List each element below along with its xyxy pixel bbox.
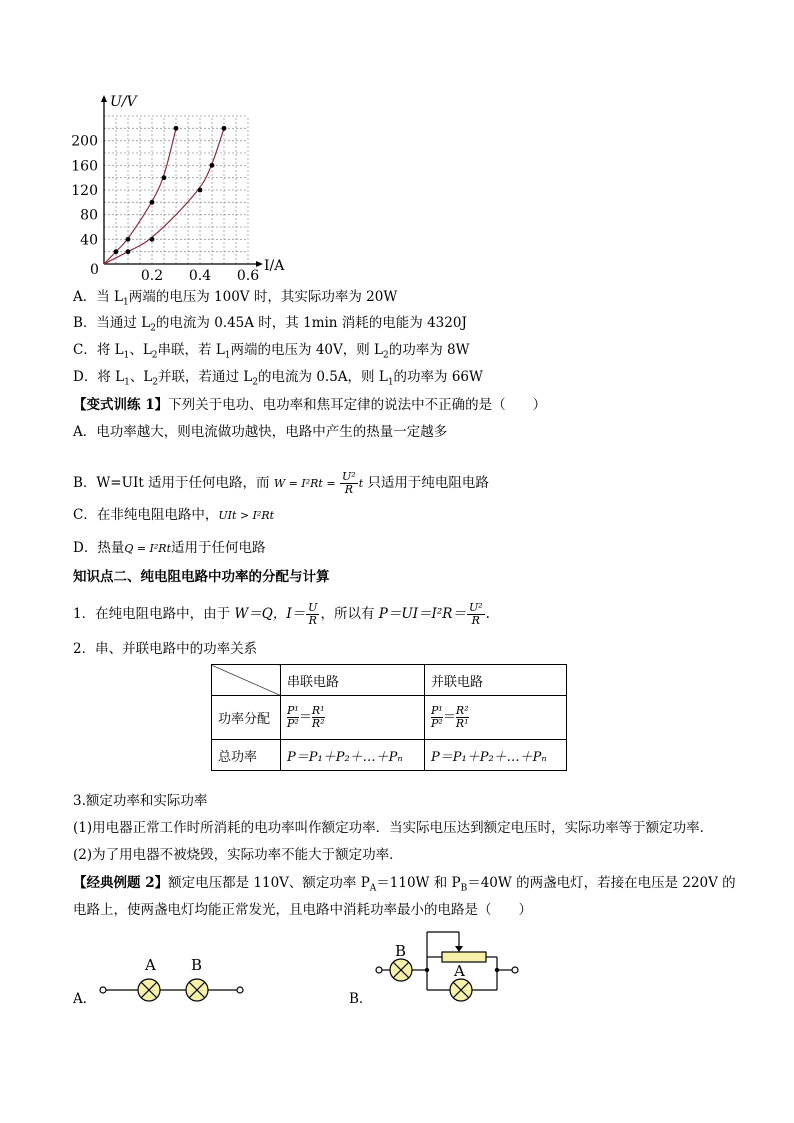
section2-p2: 2．串、并联电路中的功率关系 bbox=[73, 641, 258, 657]
data-point-L1 bbox=[114, 249, 119, 254]
lamp-b-label: B bbox=[395, 942, 407, 960]
data-point-L1 bbox=[126, 237, 131, 242]
data-point-L1 bbox=[150, 200, 155, 205]
variant1-option-b: B．W=UIt 适用于任何电路，而 W = I²Rt = $\frac{\text{U²}}{R}$ t 只适用于纯电阻电路 bbox=[73, 470, 489, 496]
data-point-L1 bbox=[174, 126, 179, 131]
lamp-a-icon bbox=[450, 979, 472, 1001]
table-cell-parallel-total: P＝P₁＋P₂＋…＋Pₙ bbox=[425, 740, 567, 771]
table-cell-series-distribution: $\frac{\text{P¹}}{\text{P²}}$ ＝ $\frac{\text{R¹}}{\text{R²}}$ bbox=[281, 696, 425, 740]
terminal-left bbox=[100, 987, 106, 993]
section3-p1: (1)用电器正常工作时所消耗的电功率叫作额定功率．当实际电压达到额定电压时，实际功率等于额定功率． bbox=[73, 820, 714, 836]
y-tick-labels bbox=[71, 134, 98, 249]
circuit-b-diagram bbox=[372, 924, 532, 1004]
y-axis-label: U/V bbox=[110, 94, 137, 110]
example2-line2: 电路上，使两盏电灯均能正常发光，且电路中消耗功率最小的电路是（ ） bbox=[73, 902, 532, 918]
option-d: D．将 $L_1$、$L_2$并联，若通过 $L_2$的电流为 0.5A，则 $L_1$的功率为 66W bbox=[73, 369, 483, 388]
table-row-label-distribution: 功率分配 bbox=[212, 696, 281, 740]
y-axis-arrow bbox=[101, 95, 107, 102]
data-point-L2 bbox=[198, 188, 203, 193]
data-point-L2 bbox=[210, 163, 215, 168]
section3-p2: (2)为了用电器不被烧毁，实际功率不能大于额定功率． bbox=[73, 847, 403, 863]
example2-line1: 【经典例题 2】额定电压都是 110V、额定功率 $P_A=110W$ 和 $P_B=40W$ 的两盏电灯，若接在电压是 220V 的 bbox=[73, 875, 736, 894]
lamp-a-label: A bbox=[454, 962, 465, 980]
table-row-label-total: 总功率 bbox=[212, 740, 281, 771]
option-a: A．当 $L_1$两端的电压为 100V 时，其实际功率为 20W bbox=[73, 289, 398, 308]
circuit-a-diagram bbox=[95, 952, 250, 1002]
y-tick-label: 80 bbox=[80, 207, 98, 224]
circuit-b-label: B． bbox=[349, 991, 373, 1007]
lamp-b-icon bbox=[390, 959, 412, 981]
x-tick-label: 0.6 bbox=[236, 268, 260, 284]
data-point-L2 bbox=[150, 237, 155, 242]
circuit-a-label: A． bbox=[73, 991, 97, 1007]
table-corner-cell bbox=[212, 665, 281, 696]
data-point-L2 bbox=[126, 249, 131, 254]
variant1-option-d: D．热量Q = I²Rt适用于任何电路 bbox=[73, 540, 266, 556]
lamp-a-label: A bbox=[145, 956, 156, 974]
section2-p1: 1．在纯电阻电路中，由于 W＝Q，I＝ $\frac{U}{R}$ ，所以有 P＝UI＝I²R＝ $\frac{\text{U²}}{R}$ . bbox=[73, 601, 490, 627]
x-tick-label: 0.2 bbox=[140, 268, 164, 284]
lamp-b-label: B bbox=[191, 956, 203, 974]
data-point-L2 bbox=[222, 126, 227, 131]
x-axis-arrow bbox=[256, 261, 263, 267]
table-cell-parallel-distribution: $\frac{\text{P¹}}{\text{P²}}$ ＝ $\frac{\text{R²}}{\text{R¹}}$ bbox=[425, 696, 567, 740]
terminal-right bbox=[237, 987, 243, 993]
option-c: C．将 $L_1$、$L_2$串联，若 $L_1$两端的电压为 40V，则 $L_2$的功率为 8W bbox=[73, 342, 470, 361]
table-cell-series-total: P＝P₁＋P₂＋…＋Pₙ bbox=[281, 740, 425, 771]
x-tick-labels bbox=[141, 268, 259, 284]
section3-title: 3.额定功率和实际功率 bbox=[73, 793, 208, 809]
x-axis-label: I/A bbox=[264, 258, 285, 274]
variant1-question: 【变式训练 1】下列关于电功、电功率和焦耳定律的说法中不正确的是（ ） bbox=[73, 397, 547, 413]
y-tick-label: 160 bbox=[71, 158, 98, 175]
power-relation-table bbox=[211, 664, 567, 771]
variant1-option-a: A．电功率越大，则电流做功越快，电路中产生的热量一定越多 bbox=[73, 424, 448, 440]
section2-title: 知识点二、纯电阻电路中功率的分配与计算 bbox=[73, 569, 330, 585]
y-tick-label: 200 bbox=[71, 133, 98, 150]
option-b: B．当通过 $L_2$的电流为 0.45A 时，其 1min 消耗的电能为 4320J bbox=[73, 315, 467, 334]
table-header-series: 串联电路 bbox=[281, 665, 425, 696]
rheostat-icon bbox=[442, 952, 486, 962]
lamp-b-icon bbox=[186, 979, 208, 1001]
y-tick-label: 120 bbox=[71, 183, 98, 199]
x-tick-label: 0.4 bbox=[188, 268, 212, 284]
u-i-graph bbox=[60, 92, 300, 282]
lamp-a-icon bbox=[138, 979, 160, 1001]
y-tick-label: 40 bbox=[80, 232, 98, 249]
data-point-L1 bbox=[162, 175, 167, 180]
variant1-option-c: C．在非纯电阻电路中，UIt > I²Rt bbox=[73, 507, 275, 523]
origin-label: 0 bbox=[90, 262, 99, 278]
table-header-parallel: 并联电路 bbox=[425, 665, 567, 696]
